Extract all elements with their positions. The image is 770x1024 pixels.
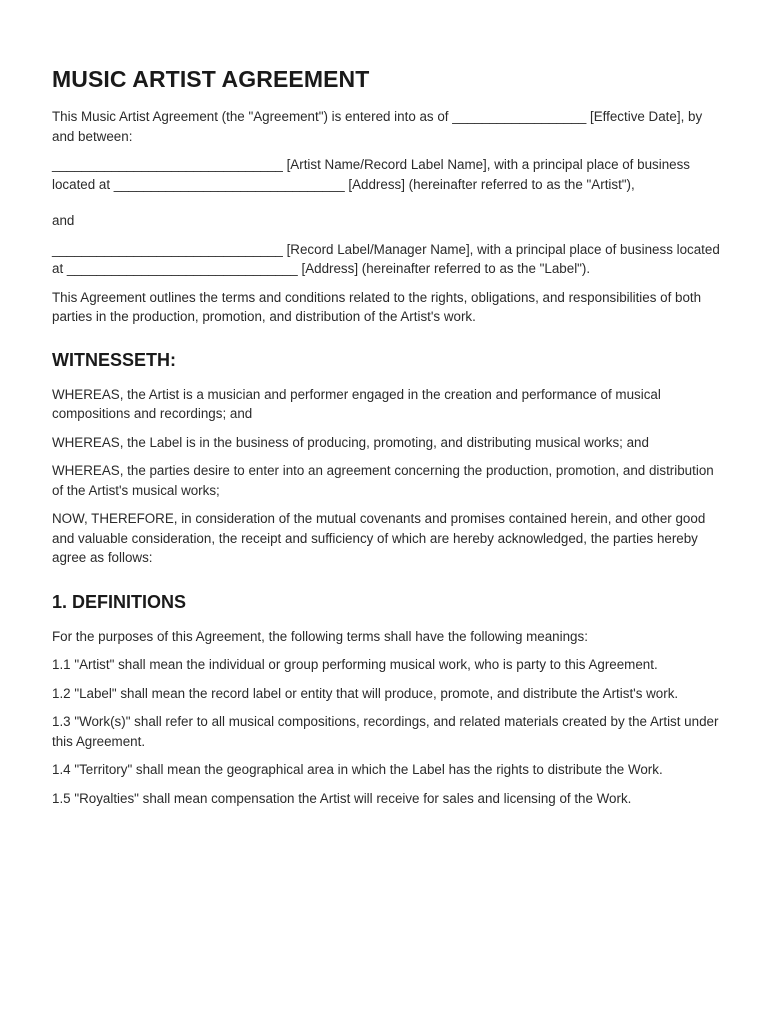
document-page — [52, 66, 724, 808]
party-label-paragraph: _______________________________ [Record Label/Manager Name], with a principal place of business located at _______________________________ [Address] (hereinafter referred to as the "Label"). — [52, 241, 720, 276]
definition-item-royalties: 1.5 "Royalties" shall mean compensation the Artist will receive for sales and licensing of the Work. — [52, 790, 632, 806]
now-therefore-paragraph: NOW, THEREFORE, in consideration of the mutual covenants and promises contained herein, and other good and valuable consideration, the receipt and sufficiency of which are hereby acknowledged, the parties hereby agree as follows: — [52, 511, 706, 565]
and-text: and — [52, 213, 75, 228]
whereas-parties-paragraph: WHEREAS, the parties desire to enter into an agreement concerning the production, promotion, and distribution of the Artist's musical works; — [52, 463, 714, 498]
document-title: MUSIC ARTIST AGREEMENT — [52, 66, 370, 92]
party-artist-paragraph: _______________________________ [Artist Name/Record Label Name], with a principal place of business located at _______________________________ [Address] (hereinafter referred to as the "Artist"), — [52, 157, 690, 192]
definition-item-artist: 1.1 "Artist" shall mean the individual or group performing musical work, who is party to this Agreement. — [52, 657, 658, 672]
whereas-label-paragraph: WHEREAS, the Label is in the business of producing, promoting, and distributing musical works; and — [52, 434, 649, 450]
witnesseth-heading: WITNESSETH: — [52, 349, 176, 370]
definitions-heading: 1. DEFINITIONS — [52, 591, 187, 612]
definition-item-label: 1.2 "Label" shall mean the record label or entity that will produce, promote, and distribute the Artist's work. — [52, 685, 679, 701]
definitions-intro: For the purposes of this Agreement, the following terms shall have the following meanings: — [52, 628, 588, 644]
definition-item-territory: 1.4 "Territory" shall mean the geographical area in which the Label has the rights to distribute the Work. — [52, 762, 663, 777]
outline-paragraph: This Agreement outlines the terms and conditions related to the rights, obligations, and responsibilities of both parties in the production, promotion, and distribution of the Artist's work. — [52, 289, 702, 324]
whereas-artist-paragraph: WHEREAS, the Artist is a musician and performer engaged in the creation and performance of musical compositions and recordings; and — [52, 386, 661, 421]
definition-item-works: 1.3 "Work(s)" shall refer to all musical compositions, recordings, and related materials created by the Artist under this Agreement. — [52, 714, 719, 749]
intro-paragraph: This Music Artist Agreement (the "Agreement") is entered into as of __________________ [Effective Date], by and between: — [52, 109, 703, 144]
